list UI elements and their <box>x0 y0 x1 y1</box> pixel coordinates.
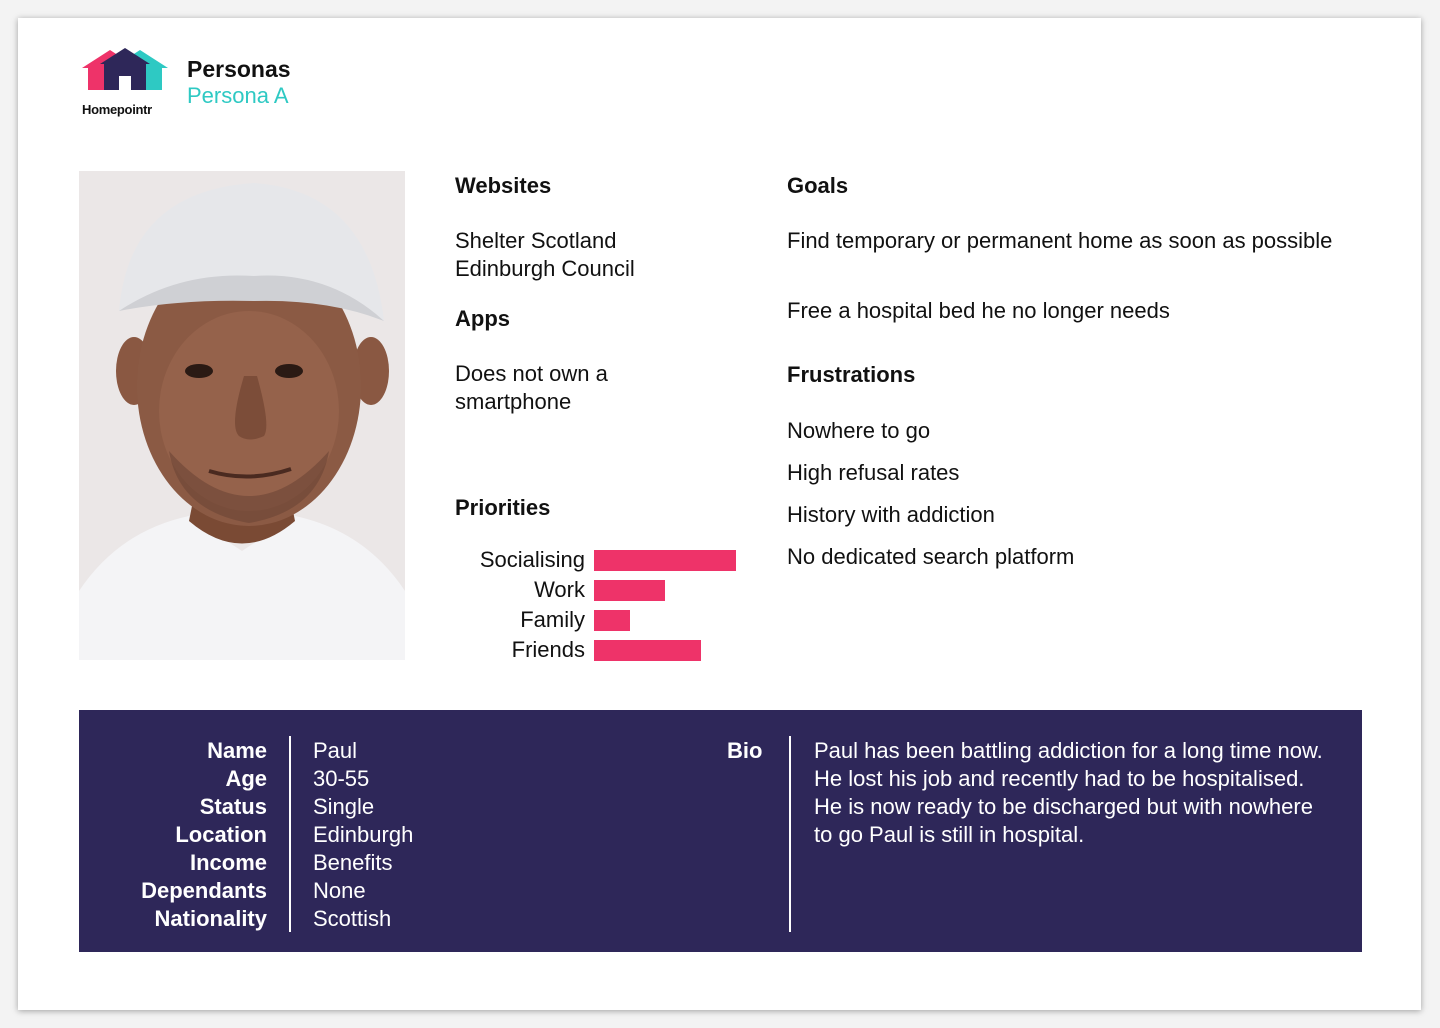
priority-bar <box>594 580 665 601</box>
profile-key-nationality: Nationality <box>154 906 267 931</box>
profile-value-age: 30-55 <box>313 766 370 791</box>
profile-value-location: Edinburgh <box>313 822 414 847</box>
profile-value-status: Single <box>313 794 375 819</box>
priority-bar <box>594 550 736 571</box>
profile-key-dependants: Dependants <box>141 878 267 903</box>
priority-bar <box>594 640 701 661</box>
persona-photo <box>79 171 405 660</box>
logo-text: Homepointr <box>82 102 152 117</box>
priority-label: Work <box>534 577 585 602</box>
websites-list <box>455 227 635 283</box>
profile-key-status: Status <box>199 794 267 819</box>
profile-divider <box>289 736 291 932</box>
profile-value-dependants: None <box>313 878 366 903</box>
bio-text: Paul has been battling addiction for a long time now. He lost his job and recently had to be hospitalised. He is now ready to be discharged but with nowhere to go Paul is still in hospital. <box>814 738 1323 847</box>
apps-text: Does not own a smartphone <box>455 361 608 414</box>
priority-label: Family <box>520 607 585 632</box>
profile-keys <box>79 737 267 933</box>
page-title: Personas <box>187 56 291 82</box>
goal-item: Free a hospital bed he no longer needs <box>787 298 1170 323</box>
profile-panel <box>79 710 1362 952</box>
website-item: Edinburgh Council <box>455 256 635 281</box>
goals-heading: Goals <box>787 173 849 198</box>
priority-label: Socialising <box>479 547 585 572</box>
frustration-item: History with addiction <box>787 502 995 527</box>
profile-value-name: Paul <box>313 738 358 763</box>
profile-values <box>313 737 413 933</box>
profile-key-name: Name <box>207 738 267 763</box>
bio-divider <box>789 736 791 932</box>
bio-label: Bio <box>727 738 763 763</box>
frustration-item: No dedicated search platform <box>787 544 1075 569</box>
profile-key-location: Location <box>175 822 267 847</box>
priorities-heading: Priorities <box>455 495 551 520</box>
page-subtitle: Persona A <box>187 83 289 108</box>
frustration-item: Nowhere to go <box>787 418 931 443</box>
websites-heading: Websites <box>455 173 552 198</box>
priority-bar <box>594 610 630 631</box>
frustrations-heading: Frustrations <box>787 362 916 387</box>
profile-key-age: Age <box>225 766 267 791</box>
apps-heading: Apps <box>455 306 510 331</box>
priority-label: Friends <box>511 637 585 662</box>
goal-item: Find temporary or permanent home as soon as possible <box>787 228 1333 253</box>
website-item: Shelter Scotland <box>455 228 617 253</box>
profile-value-income: Benefits <box>313 850 393 875</box>
profile-value-nationality: Scottish <box>313 906 392 931</box>
frustration-item: High refusal rates <box>787 460 960 485</box>
profile-key-income: Income <box>189 850 267 875</box>
persona-portrait-image <box>79 171 405 660</box>
house-logo-icon <box>80 46 172 102</box>
